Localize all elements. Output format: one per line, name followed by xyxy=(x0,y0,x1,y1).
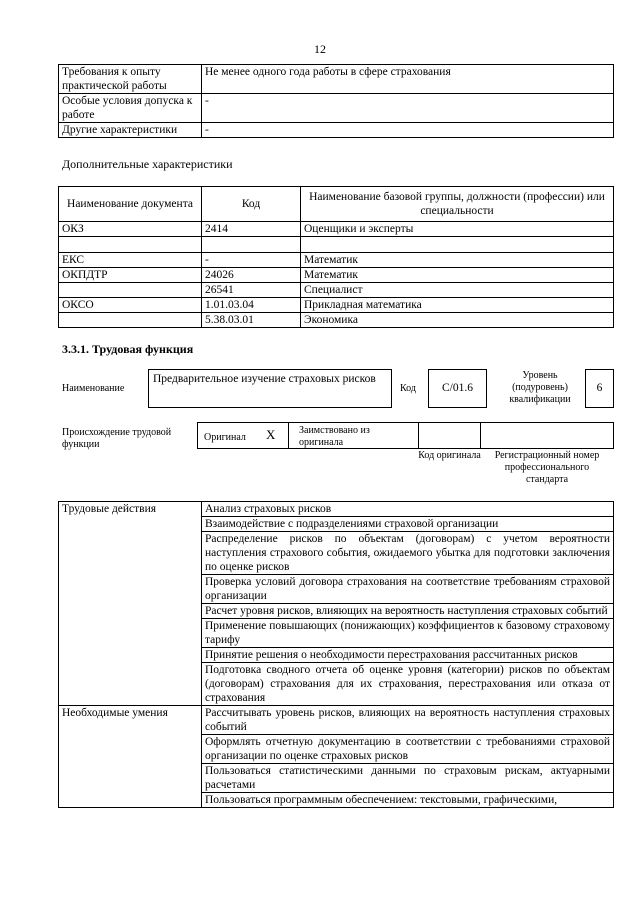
level-value: 6 xyxy=(596,382,603,394)
cell-name: Экономика xyxy=(301,313,614,328)
labor-action-item: Взаимодействие с подразделениями страховой организации xyxy=(202,517,614,532)
cell-doc xyxy=(59,313,202,328)
labor-function-table xyxy=(58,501,614,808)
cell-code xyxy=(202,237,301,253)
table-row xyxy=(59,268,614,283)
page-number: 12 xyxy=(314,42,326,56)
section-title: 3.3.1. Трудовая функция xyxy=(62,342,194,356)
requirements-table xyxy=(58,64,614,138)
borrowed-label: Заимствовано из оригинала xyxy=(299,425,370,448)
table-row xyxy=(59,222,614,237)
cell-name: Математик xyxy=(301,268,614,283)
labor-action-item: Расчет уровня рисков, влияющих на вероятность наступления страховых событий xyxy=(202,604,614,619)
table-row xyxy=(59,237,614,253)
extra-characteristics-table xyxy=(58,186,614,328)
labor-action-item: Распределение рисков по объектам (договорам) с учетом вероятности наступления страхового события, ожидаемого убытка для подготовки заключения по оценке рисков xyxy=(202,532,614,575)
table-row xyxy=(59,253,614,268)
labor-action-item: Проверка условий договора страхования на соответствие требованиям страховой организации xyxy=(202,575,614,604)
original-label: Оригинал xyxy=(204,432,246,443)
row-label: Особые условия допуска к работе xyxy=(59,94,202,123)
table-header-row xyxy=(59,187,614,222)
cell-code: 26541 xyxy=(202,283,301,298)
table-row xyxy=(59,502,614,517)
code-original-label: Код оригинала xyxy=(418,450,481,461)
level-box xyxy=(585,369,614,408)
cell-name xyxy=(301,237,614,253)
cell-name: Специалист xyxy=(301,283,614,298)
table-row xyxy=(59,283,614,298)
labor-action-item: Принятие решения о необходимости перестрахования рассчитанных рисков xyxy=(202,648,614,663)
cell-code: - xyxy=(202,253,301,268)
cell-doc: ОКЗ xyxy=(59,222,202,237)
skill-item: Пользоваться программным обеспечением: текстовыми, графическими, xyxy=(202,793,614,808)
code-label: Код xyxy=(400,383,416,394)
name-label: Наименование xyxy=(62,383,125,394)
skills-label: Необходимые умения xyxy=(59,706,202,808)
borrowed-box xyxy=(288,422,419,449)
row-value: - xyxy=(202,123,614,138)
labor-actions-label: Трудовые действия xyxy=(59,502,202,706)
cell-code: 24026 xyxy=(202,268,301,283)
skill-item: Оформлять отчетную документацию в соответствии с требованиями страховой организации по оценке страховых рисков xyxy=(202,735,614,764)
cell-name: Прикладная математика xyxy=(301,298,614,313)
labor-action-item: Применение повышающих (понижающих) коэффициентов к базовому страховому тарифу xyxy=(202,619,614,648)
labor-action-item: Подготовка сводного отчета об оценке уровня (категории) рисков по объектам (договорам) страхования для их страхования, перестрахования или отказа от страхования xyxy=(202,663,614,706)
labor-action-item: Анализ страховых рисков xyxy=(202,502,614,517)
header-name: Наименование базовой группы, должности (профессии) или специальности xyxy=(301,187,614,222)
reg-number-box xyxy=(480,422,614,449)
original-box xyxy=(197,422,289,449)
cell-doc: ОКПДТР xyxy=(59,268,202,283)
cell-code: 2414 xyxy=(202,222,301,237)
cell-name: Математик xyxy=(301,253,614,268)
row-label: Другие характеристики xyxy=(59,123,202,138)
header-code: Код xyxy=(202,187,301,222)
reg-number-label: Регистрационный номер профессионального стандарта xyxy=(494,450,600,485)
cell-doc xyxy=(59,283,202,298)
code-value: C/01.6 xyxy=(442,382,473,394)
cell-code: 1.01.03.04 xyxy=(202,298,301,313)
header-document: Наименование документа xyxy=(59,187,202,222)
function-name-box xyxy=(148,369,392,408)
table-row xyxy=(59,298,614,313)
original-mark: X xyxy=(266,427,276,442)
skill-item: Пользоваться статистическими данными по страховым рискам, актуарными расчетами xyxy=(202,764,614,793)
cell-doc: ОКСО xyxy=(59,298,202,313)
cell-name: Оценщики и эксперты xyxy=(301,222,614,237)
cell-doc xyxy=(59,237,202,253)
code-original-box xyxy=(418,422,481,449)
origin-label: Происхождение трудовой функции xyxy=(62,427,172,450)
table-row xyxy=(59,65,614,94)
row-label: Требования к опыту практической работы xyxy=(59,65,202,94)
function-name: Предварительное изучение страховых рисков xyxy=(153,373,376,385)
table-row xyxy=(59,123,614,138)
table-row xyxy=(59,706,614,735)
row-value: Не менее одного года работы в сфере страхования xyxy=(202,65,614,94)
table-row xyxy=(59,94,614,123)
extra-characteristics-title: Дополнительные характеристики xyxy=(62,157,233,171)
level-label: Уровень (подуровень) квалификации xyxy=(509,370,571,405)
table-row xyxy=(59,313,614,328)
row-value: - xyxy=(202,94,614,123)
code-box xyxy=(428,369,487,408)
cell-code: 5.38.03.01 xyxy=(202,313,301,328)
skill-item: Рассчитывать уровень рисков, влияющих на вероятность наступления страховых событий xyxy=(202,706,614,735)
cell-doc: ЕКС xyxy=(59,253,202,268)
